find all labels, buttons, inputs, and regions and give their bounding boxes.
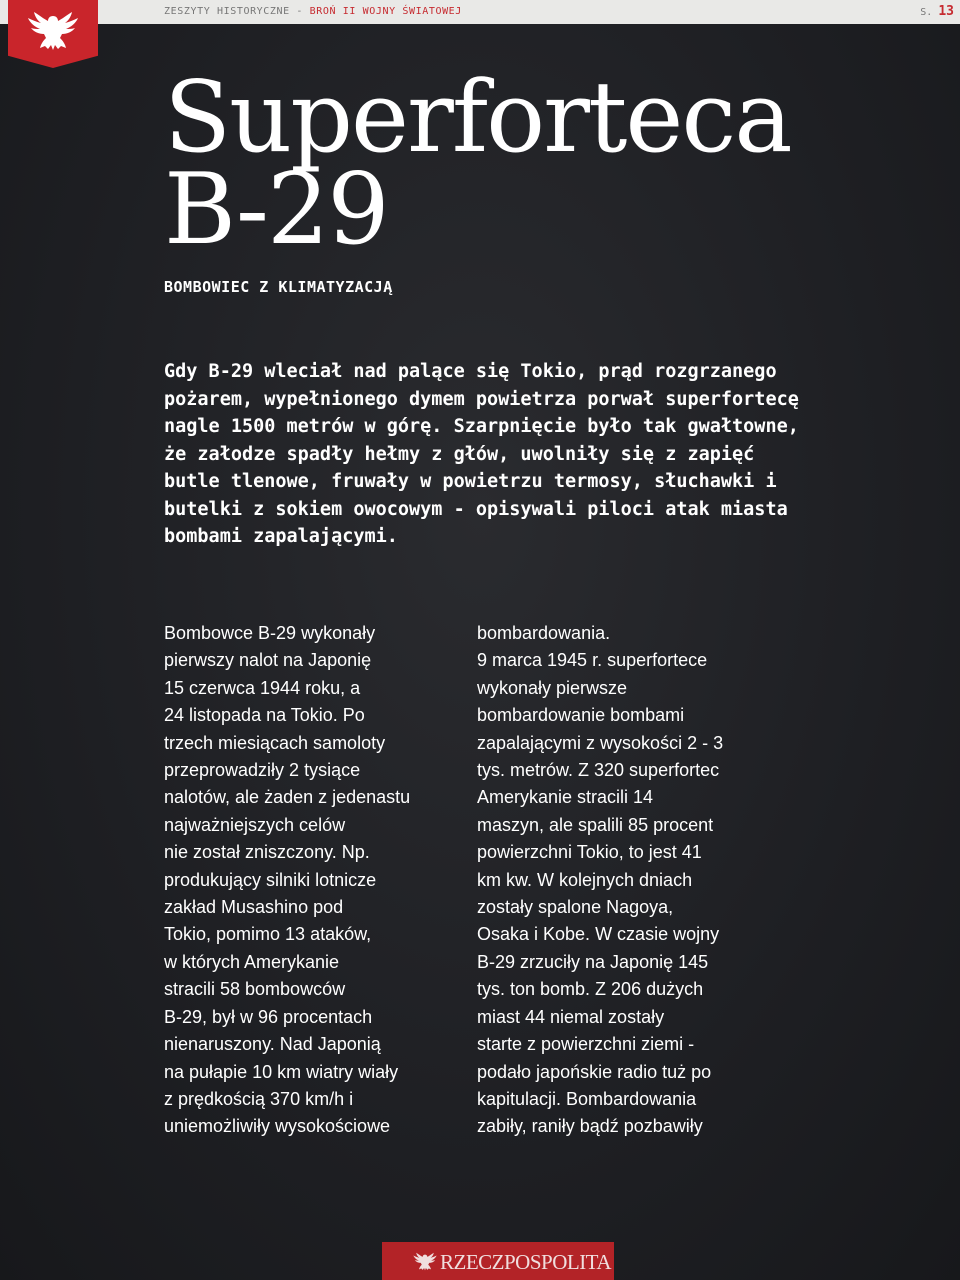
- eagle-badge: [8, 0, 98, 68]
- series-highlight: BROŃ II WOJNY ŚWIATOWEJ: [309, 6, 462, 17]
- series-title: ZESZYTY HISTORYCZNE - BROŃ II WOJNY ŚWIATOWEJ: [164, 6, 462, 17]
- eagle-icon: [412, 1251, 438, 1273]
- footer-logo-text: RZECZPOSPOLITA: [440, 1250, 611, 1274]
- eagle-icon: [25, 10, 81, 54]
- article-title: Superforteca B-29: [164, 61, 791, 267]
- footer-logo: [382, 1242, 614, 1280]
- article-subtitle: BOMBOWIEC Z KLIMATYZACJĄ: [164, 278, 393, 296]
- page-number: S. 13: [920, 4, 954, 19]
- top-bar: [0, 0, 960, 24]
- body-column-left: Bombowce B-29 wykonały pierwszy nalot na Japonię 15 czerwca 1944 roku, a 24 listopada na Tokio. Po trzech miesiącach samoloty przeprowadziły 2 tysiące nalotów, ale żaden z jedenastu najważniejszych celów nie został zniszczony. Np. produkujący silniki lotnicze zakład Musashino pod Tokio, pomimo 13 ataków, w których Amerykanie stracili 58 bombowców B-29, był w 96 procentach nienaruszony. Nad Japonią na pułapie 10 km wiatry wiały z prędkością 370 km/h i uniemożliwiły wysokościowe: [164, 623, 411, 1137]
- body-column-right: bombardowania. 9 marca 1945 r. superfortece wykonały pierwsze bombardowanie bombami zapalającymi z wysokości 2 - 3 tys. metrów. Z 320 superfortec Amerykanie stracili 14 maszyn, ale spalili 85 procent powierzchni Tokio, to jest 41 km kw. W kolejnych dniach zostały spalone Nagoya, Osaka i Kobe. W czasie wojny B-29 zrzuciły na Japonię 145 tys. ton bomb. Z 206 dużych miast 44 niemal zostały starte z powierzchni ziemi - podało japońskie radio tuż po kapitulacji. Bombardowania zabiły, raniły bądź pozbawiły: [477, 623, 724, 1137]
- article-lead: Gdy B-29 wleciał nad palące się Tokio, prąd rozgrzanego pożarem, wypełnionego dymem powietrza porwał superfortecę nagle 1500 metrów w górę. Szarpnięcie było tak gwałtowne, że załodze spadły hełmy z głów, uwolniły się z zapięć butle tlenowe, fruwały w powietrzu termosy, słuchawki i butelki z sokiem owocowym - opisywali piloci atak miasta bombami zapalającymi.: [164, 361, 799, 547]
